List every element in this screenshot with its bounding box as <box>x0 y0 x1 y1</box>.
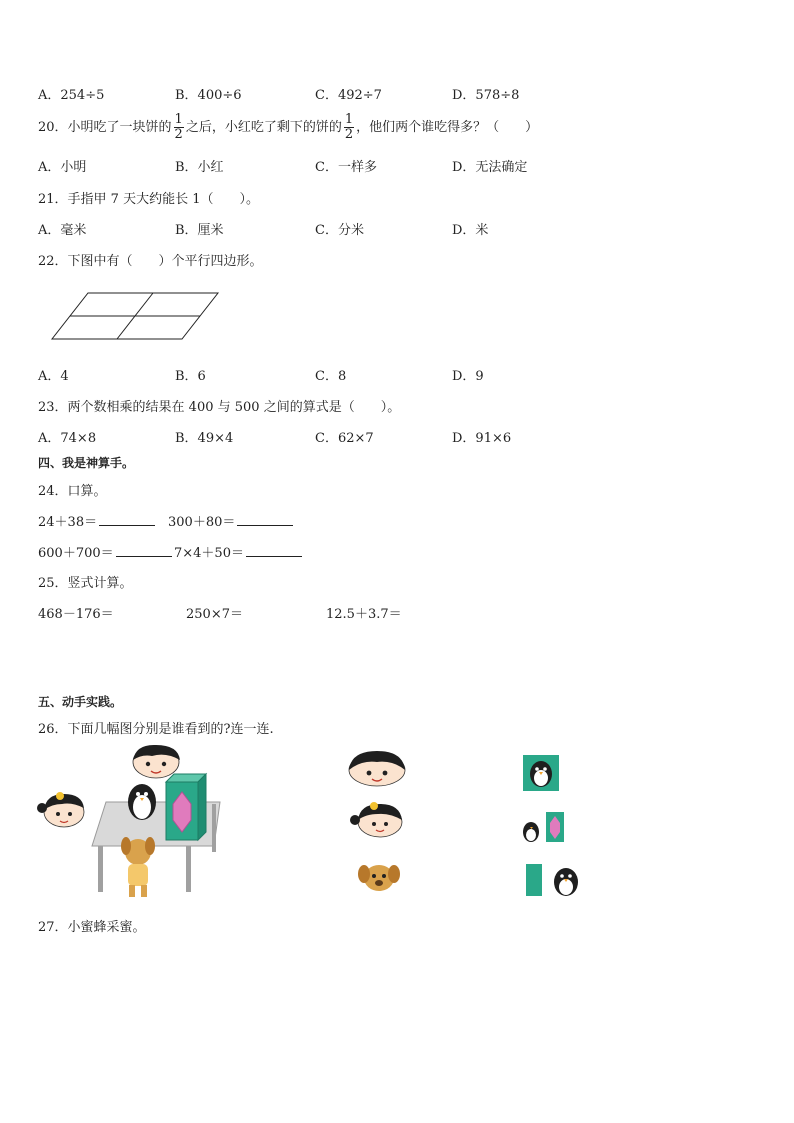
boy-face-icon[interactable] <box>345 748 409 788</box>
view-penguin-and-box-icon[interactable] <box>520 810 568 844</box>
q25-question: 25．竖式计算。 <box>38 576 133 591</box>
answer-blank[interactable] <box>246 544 302 557</box>
q19-option-c[interactable]: C．492÷7 <box>315 88 382 103</box>
q24-question: 24．口算。 <box>38 484 107 499</box>
q23-option-b[interactable]: B．49×4 <box>175 431 234 446</box>
q20-text-a: 20．小明吃了一块饼的 <box>38 120 172 135</box>
scene-illustration <box>36 742 226 902</box>
q25-item-1: 468－176＝ <box>38 607 114 622</box>
answer-blank[interactable] <box>99 513 155 526</box>
q26-question: 26．下面几幅图分别是谁看到的?连一连. <box>38 722 274 737</box>
q24-item-3 <box>38 542 172 561</box>
view-box-and-penguin-icon[interactable] <box>524 862 582 898</box>
q24-item-4 <box>174 542 302 561</box>
parallelogram-figure <box>50 290 222 342</box>
q21-option-b[interactable]: B．厘米 <box>175 223 224 238</box>
q24-expression: 600＋700＝ <box>38 546 114 561</box>
q21-option-d[interactable]: D．米 <box>452 223 489 238</box>
q23-option-a[interactable]: A．74×8 <box>38 431 97 446</box>
q21-option-a[interactable]: A．毫米 <box>38 223 87 238</box>
answer-blank[interactable] <box>116 544 172 557</box>
q19-option-d[interactable]: D．578÷8 <box>452 88 520 103</box>
q20-option-c[interactable]: C．一样多 <box>315 160 377 175</box>
q20-text-b: 之后，小红吃了剩下的饼的 <box>185 120 342 135</box>
q23-question: 23．两个数相乘的结果在 400 与 500 之间的算式是（ ）。 <box>38 400 401 415</box>
answer-blank[interactable] <box>237 513 293 526</box>
fraction-numerator: 1 <box>174 112 183 127</box>
fraction-denominator: 2 <box>344 127 354 142</box>
q20-fraction-1 <box>174 113 184 142</box>
fraction-numerator: 1 <box>344 112 354 127</box>
q20-option-b[interactable]: B．小红 <box>175 160 224 175</box>
q25-item-2: 250×7＝ <box>186 607 243 622</box>
girl-face-icon[interactable] <box>348 800 406 840</box>
q24-expression: 7×4＋50＝ <box>174 546 244 561</box>
view-penguin-front-icon[interactable] <box>522 754 560 792</box>
section-5-title: 五、动手实践。 <box>38 695 123 709</box>
q20-fraction-2 <box>344 113 354 142</box>
q20-question <box>38 110 538 146</box>
q21-option-c[interactable]: C．分米 <box>315 223 364 238</box>
q25-item-3: 12.5＋3.7＝ <box>326 607 402 622</box>
q22-question: 22．下图中有（ ）个平行四边形。 <box>38 254 263 269</box>
q19-option-a[interactable]: A．254÷5 <box>38 88 105 103</box>
q22-option-d[interactable]: D．9 <box>452 369 484 384</box>
fraction-denominator: 2 <box>174 127 183 142</box>
q23-option-d[interactable]: D．91×6 <box>452 431 512 446</box>
q19-option-b[interactable]: B．400÷6 <box>175 88 242 103</box>
q21-question: 21．手指甲 7 天大约能长 1（ ）。 <box>38 192 259 207</box>
q24-expression: 300＋80＝ <box>168 515 236 530</box>
q20-option-d[interactable]: D．无法确定 <box>452 160 528 175</box>
q24-item-1 <box>38 511 155 530</box>
q20-option-a[interactable]: A．小明 <box>38 160 87 175</box>
q22-option-c[interactable]: C．8 <box>315 369 347 384</box>
q23-option-c[interactable]: C．62×7 <box>315 431 374 446</box>
q24-item-2 <box>168 511 293 530</box>
section-4-title: 四、我是神算手。 <box>38 456 135 470</box>
q22-option-b[interactable]: B．6 <box>175 369 206 384</box>
q22-option-a[interactable]: A．4 <box>38 369 69 384</box>
q27-question: 27．小蜜蜂采蜜。 <box>38 920 146 935</box>
q24-expression: 24＋38＝ <box>38 515 98 530</box>
q20-text-c: ，他们两个谁吃得多？（ ） <box>356 120 539 135</box>
dog-face-icon[interactable] <box>356 860 402 896</box>
